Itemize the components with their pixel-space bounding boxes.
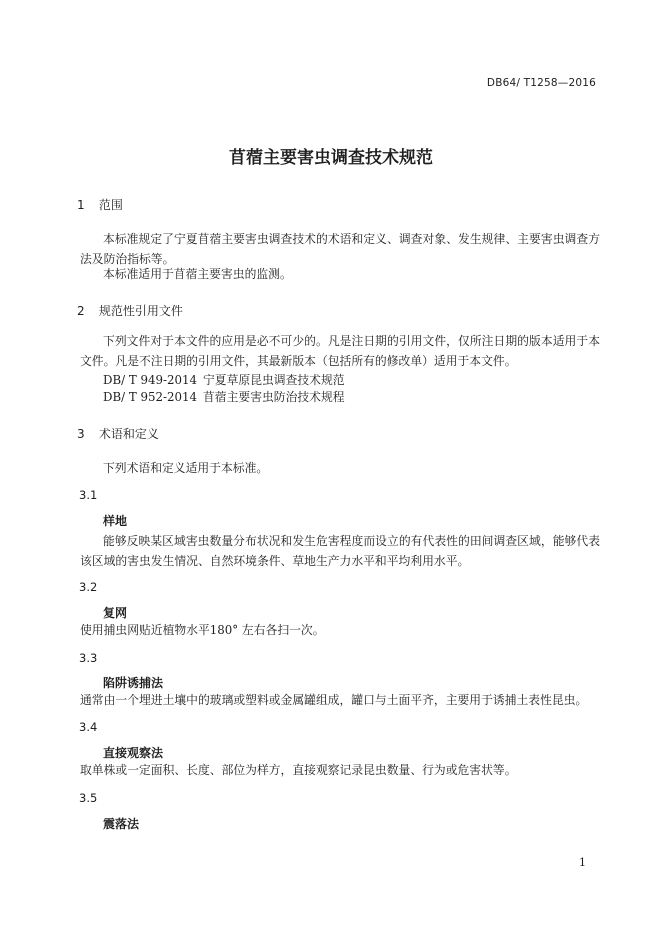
standard-code: DB64/ T1258—2016 (486, 77, 596, 89)
term-name: 陷阱诱捕法 (103, 676, 164, 690)
term-definition: 能够反映某区域害虫数量分布状况和发生危害程度而设立的有代表性的田间调查区域，能够代表该区域的害虫发生情况、自然环境条件、草地生产力水平和平均利用水平。 (80, 534, 600, 568)
section-number: 1 (77, 198, 85, 212)
reference-item (103, 371, 345, 388)
section-number: 2 (77, 304, 85, 318)
scope-paragraph-2: 本标准适用于苜蓿主要害虫的监测。 (103, 267, 292, 281)
term-number: 3.4 (79, 720, 98, 734)
reference-code: DB/ T 949-2014 (103, 373, 197, 387)
section-heading-normative-references (77, 302, 183, 319)
term-name: 复网 (103, 606, 128, 620)
reference-name: 苜蓿主要害虫防治技术规程 (203, 390, 345, 404)
scope-paragraph-1: 本标准规定了宁夏苜蓿主要害虫调查技术的术语和定义、调查对象、发生规律、主要害虫调查方法及防治指标等。 (80, 232, 600, 266)
section-title: 范围 (98, 198, 123, 212)
term-number: 3.2 (79, 580, 98, 594)
page-number: 1 (579, 856, 586, 869)
reference-code: DB/ T 952-2014 (103, 390, 197, 404)
references-paragraph: 下列文件对于本文件的应用是必不可少的。凡是注日期的引用文件，仅所注日期的版本适用于本文件。凡是不注日期的引用文件，其最新版本（包括所有的修改单）适用于本文件。 (80, 334, 600, 368)
term-number: 3.5 (79, 791, 98, 805)
section-heading-scope (77, 196, 123, 213)
document-title: 苜蓿主要害虫调查技术规范 (229, 148, 433, 168)
section-title: 术语和定义 (98, 427, 159, 441)
term-definition: 使用捕虫网贴近植物水平180° 左右各扫一次。 (80, 623, 325, 637)
term-definition: 取单株或一定面积、长度、部位为样方，直接观察记录昆虫数量、行为或危害状等。 (80, 763, 517, 777)
reference-name: 宁夏草原昆虫调查技术规范 (203, 373, 345, 387)
term-definition: 通常由一个埋进土壤中的玻璃或塑料或金属罐组成，罐口与土面平齐，主要用于诱捕土表性昆虫。 (80, 693, 588, 707)
term-number: 3.1 (79, 488, 98, 502)
term-name: 直接观察法 (103, 746, 164, 760)
term-name: 样地 (103, 514, 128, 528)
reference-item (103, 388, 345, 405)
section-number: 3 (77, 427, 85, 441)
term-name: 震落法 (103, 817, 140, 831)
terms-intro: 下列术语和定义适用于本标准。 (103, 461, 269, 475)
term-number: 3.3 (79, 651, 98, 665)
section-title: 规范性引用文件 (98, 304, 183, 318)
section-heading-terms (77, 425, 159, 442)
